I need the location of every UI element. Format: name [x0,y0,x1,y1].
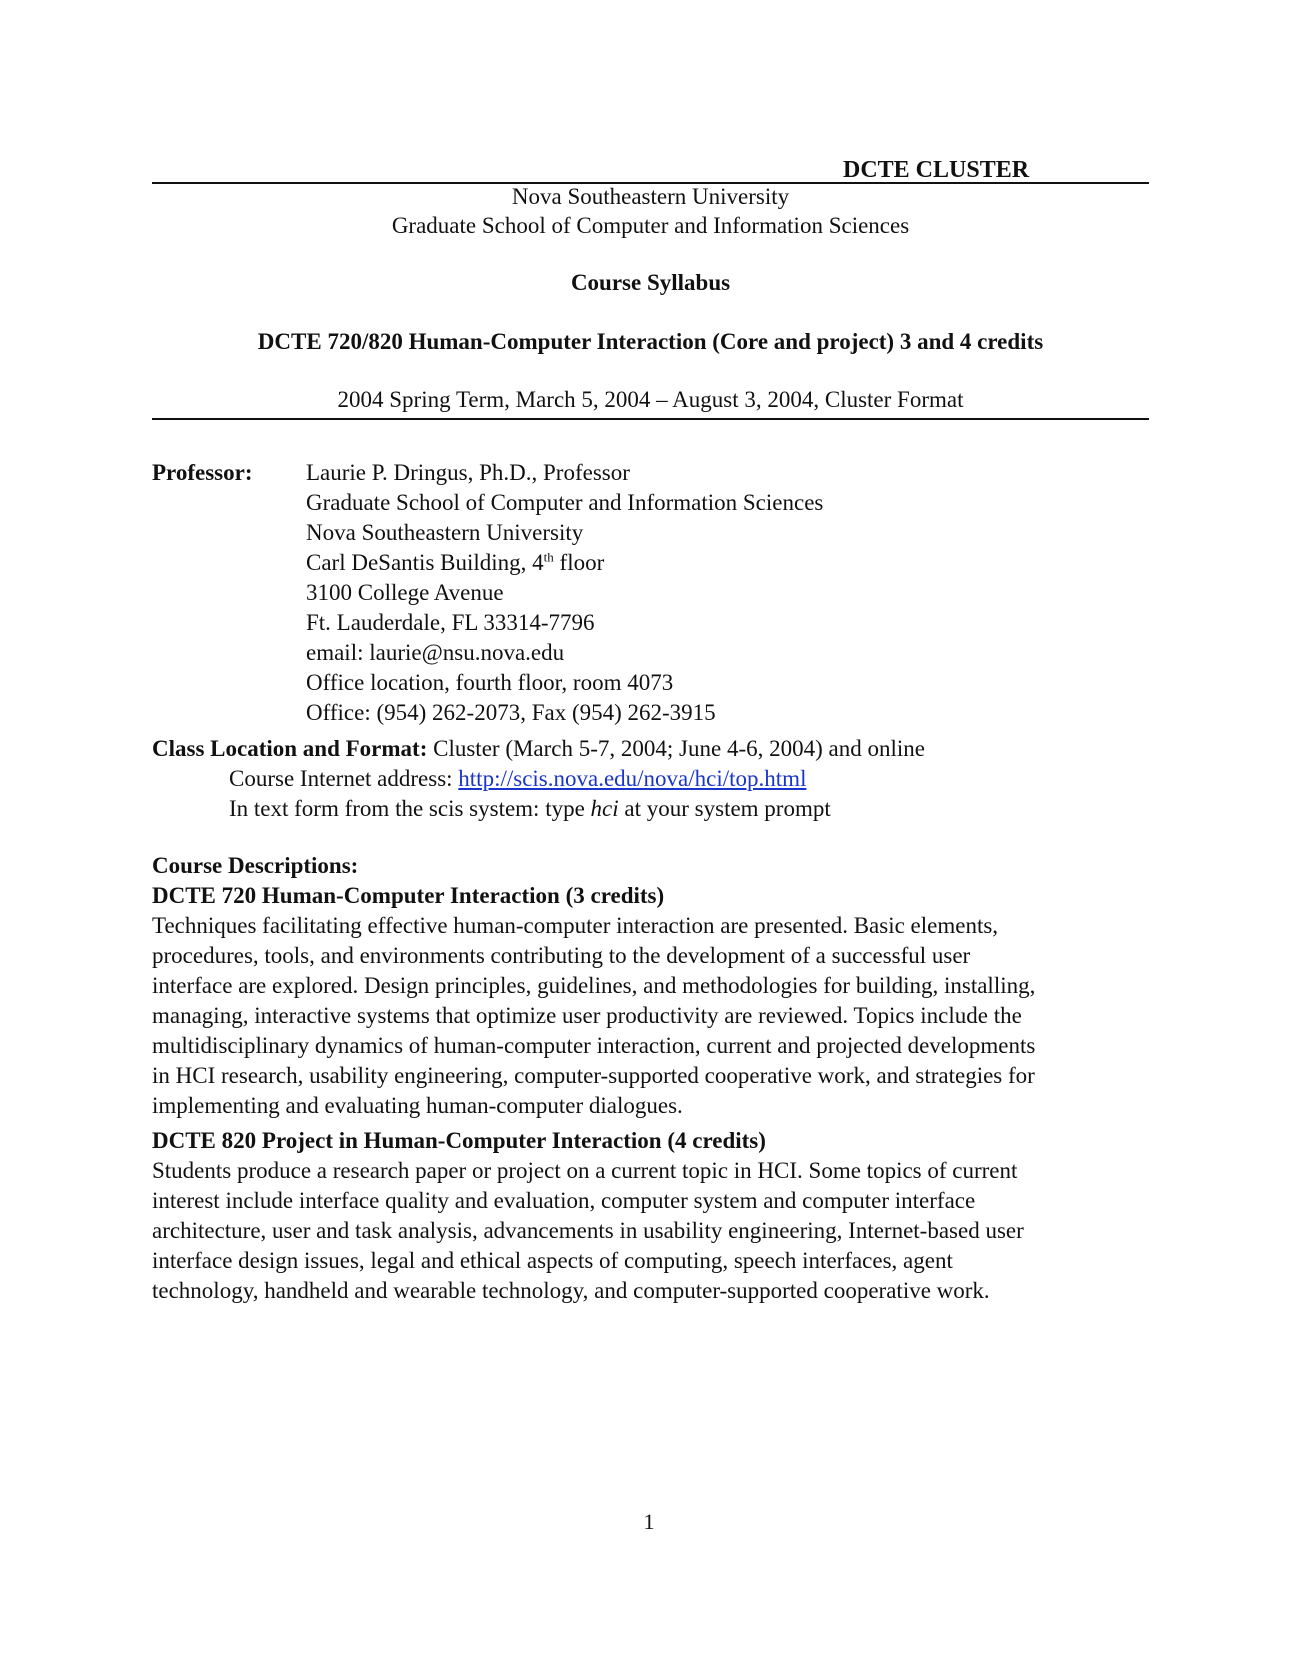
university-name: Nova Southeastern University [511,184,790,209]
professor-school: Graduate School of Computer and Information Sciences [306,490,824,515]
course-820-title: DCTE 820 Project in Human-Computer Interaction (4 credits) [152,1128,766,1153]
professor-office-location: Office location, fourth floor, room 4073 [306,670,674,695]
professor-phone: Office: (954) 262-2073, Fax (954) 262-3915 [306,700,716,725]
hci-command: hci [590,796,619,821]
professor-email: email: laurie@nsu.nova.edu [306,640,565,665]
descriptions-heading: Course Descriptions: [152,853,359,878]
course-820-description: Students produce a research paper or project on a current topic in HCI. Some topics of current interest include interface quality and evaluation, computer system and computer interface architecture, user and task analysis, advancements in usability engineering, Internet-based user interface design issues, legal and ethical aspects of computing, speech interfaces, agent technology, handheld and wearable technology, and computer-supported cooperative work. [152,1158,1024,1303]
professor-street: 3100 College Avenue [306,580,504,605]
term-line: 2004 Spring Term, March 5, 2004 – August 3, 2004, Cluster Format [337,387,964,412]
class-location-label: Class Location and Format: [152,736,428,761]
course-descriptions-section [152,851,1152,1121]
syllabus-label: Course Syllabus [570,270,731,295]
professor-label: Professor: [152,460,253,485]
course-url-link[interactable]: http://scis.nova.edu/nova/hci/top.html [458,766,807,791]
page-number: 1 [643,1509,655,1534]
course-820-section [152,1126,1152,1306]
professor-university: Nova Southeastern University [306,520,584,545]
course-720-description: Techniques facilitating effective human-computer interaction are presented. Basic elements, procedures, tools, and environments contributing to the development of a successful user interface are explored. Design principles, guidelines, and methodologies for building, installing, managing, interactive systems that optimize user productivity are reviewed. Topics include the multidisciplinary dynamics of human-computer interaction, current and projected developments in HCI research, usability engineering, computer-supported cooperative work, and strategies for implementing and evaluating human-computer dialogues. [152,913,1036,1118]
professor-city: Ft. Lauderdale, FL 33314-7796 [306,610,595,635]
header-bottom-rule [152,418,1149,420]
course-title: DCTE 720/820 Human-Computer Interaction (Core and project) 3 and 4 credits [257,329,1044,354]
professor-contact [306,458,823,728]
school-name: Graduate School of Computer and Information Sciences [391,213,910,238]
class-location-section: Class Location and Format: Cluster (March 5-7, 2004; June 4-6, 2004) and online Course Internet address: http://scis.nova.edu/nova/hci/top.html In text form from the scis system: type hci at your system prompt [152,736,925,821]
class-location-text: Cluster (March 5-7, 2004; June 4-6, 2004) and online [427,736,925,761]
internet-address-label: Course Internet address: [229,766,459,791]
cluster-title: DCTE CLUSTER [843,157,1030,183]
course-720-title: DCTE 720 Human-Computer Interaction (3 credits) [152,883,665,908]
professor-building: Carl DeSantis Building, 4th floor [306,549,605,575]
professor-name: Laurie P. Dringus, Ph.D., Professor [306,460,630,485]
